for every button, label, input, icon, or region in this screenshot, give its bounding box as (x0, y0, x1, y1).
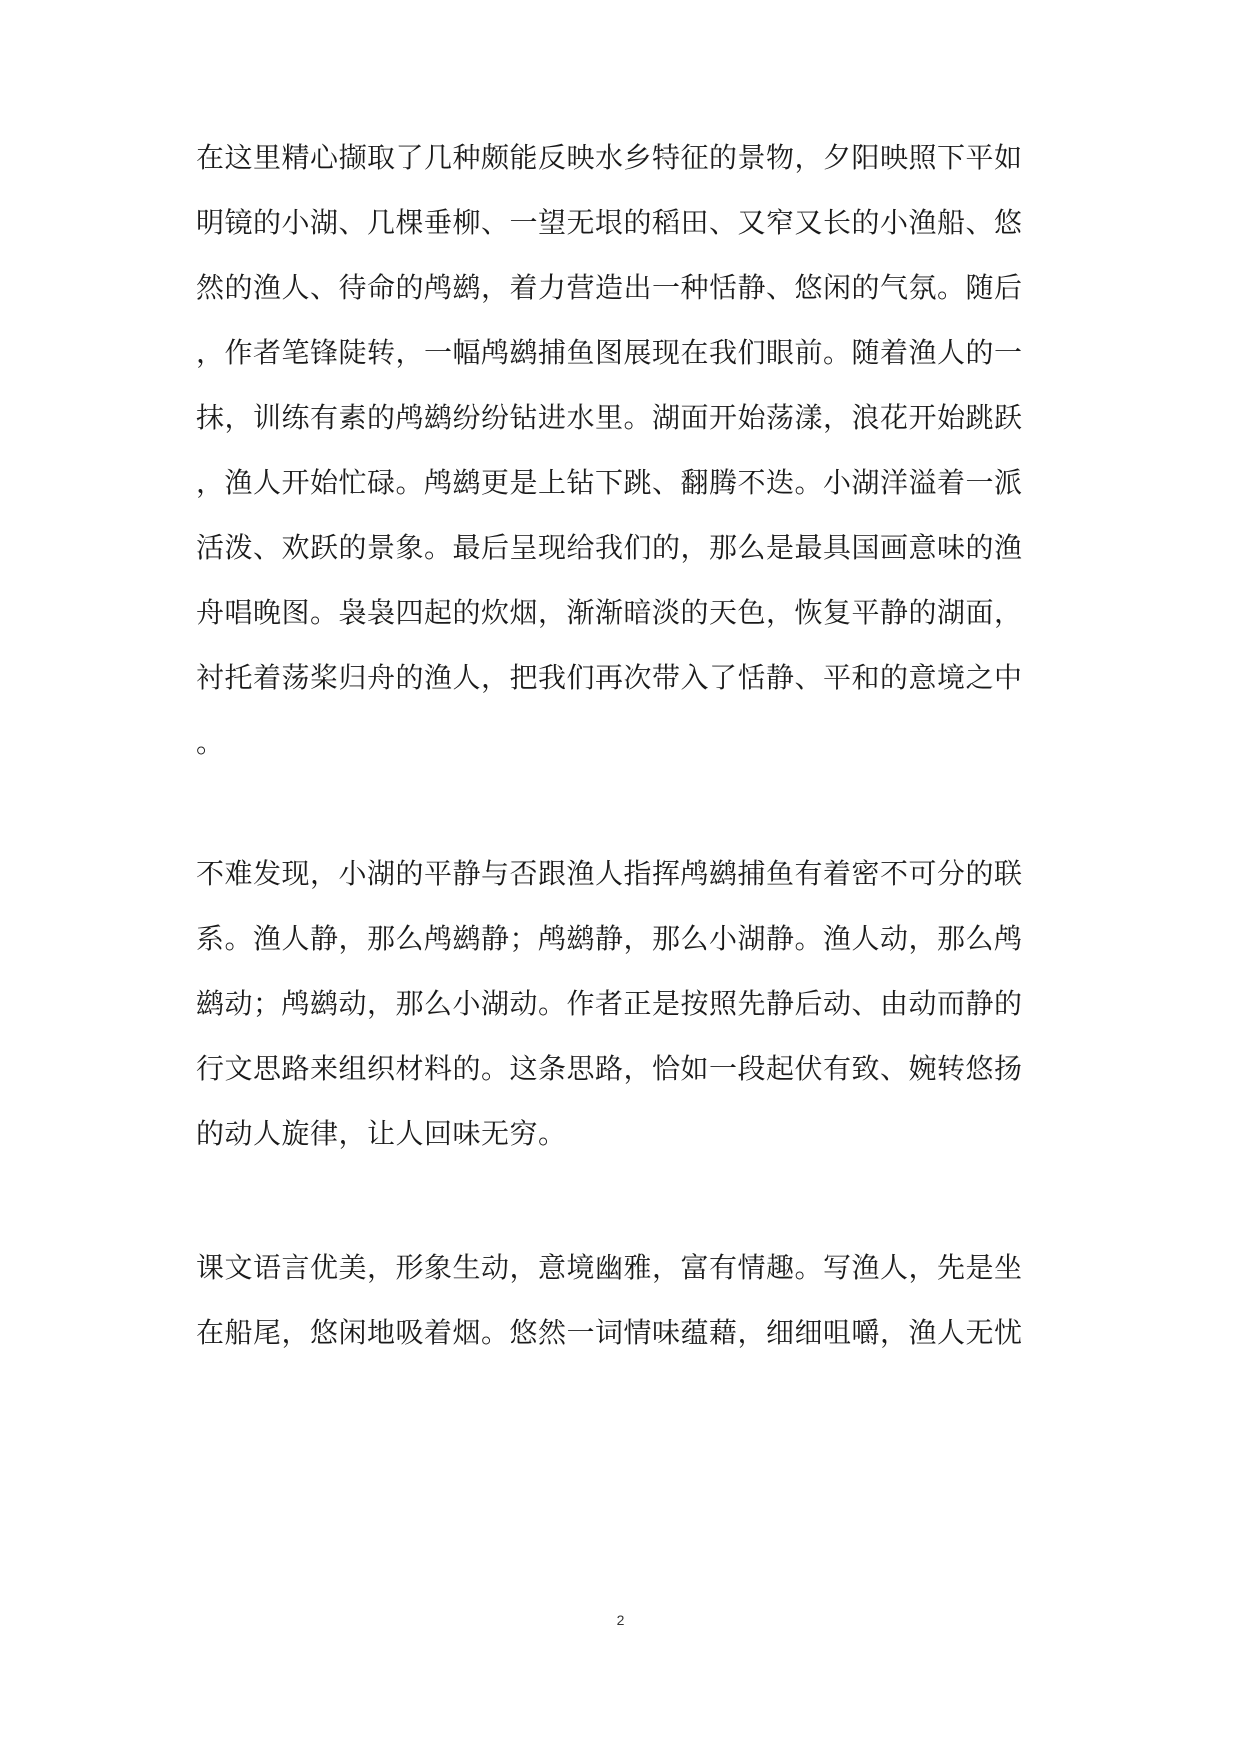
paragraph-1-line-4: ，作者笔锋陡转，一幅鸬鹚捕鱼图展现在我们眼前。随着渔人的一 (196, 336, 1023, 369)
paragraph-1-line-8: 舟唱晚图。袅袅四起的炊烟，渐渐暗淡的天色，恢复平静的湖面， (196, 596, 1023, 629)
paragraph-1-line-3: 然的渔人、待命的鸬鹚，着力营造出一种恬静、悠闲的气氛。随后 (196, 271, 1023, 304)
paragraph-1-line-5: 抹，训练有素的鸬鹚纷纷钻进水里。湖面开始荡漾，浪花开始跳跃 (196, 401, 1023, 434)
paragraph-2-line-4: 行文思路来组织材料的。这条思路，恰如一段起伏有致、婉转悠扬 (196, 1052, 1023, 1085)
paragraph-1-line-10: 。 (196, 726, 225, 759)
paragraph-1-line-2: 明镜的小湖、几棵垂柳、一望无垠的稻田、又窄又长的小渔船、悠 (196, 206, 1023, 239)
page-number: 2 (616, 1612, 625, 1628)
paragraph-1-line-9: 衬托着荡桨归舟的渔人，把我们再次带入了恬静、平和的意境之中 (196, 661, 1023, 694)
paragraph-1-line-7: 活泼、欢跃的景象。最后呈现给我们的，那么是最具国画意味的渔 (196, 531, 1023, 564)
paragraph-3-line-1: 课文语言优美，形象生动，意境幽雅，富有情趣。写渔人，先是坐 (196, 1251, 1023, 1284)
paragraph-2-line-1: 不难发现，小湖的平静与否跟渔人指挥鸬鹚捕鱼有着密不可分的联 (196, 857, 1023, 890)
paragraph-2-line-5: 的动人旋律，让人回味无穷。 (196, 1117, 567, 1150)
paragraph-1-line-1: 在这里精心撷取了几种颇能反映水乡特征的景物，夕阳映照下平如 (196, 141, 1023, 174)
paragraph-3-line-2: 在船尾，悠闲地吸着烟。悠然一词情味蕴藉，细细咀嚼，渔人无忧 (196, 1316, 1023, 1349)
paragraph-2-line-3: 鹚动；鸬鹚动，那么小湖动。作者正是按照先静后动、由动而静的 (196, 987, 1023, 1020)
paragraph-1-line-6: ，渔人开始忙碌。鸬鹚更是上钻下跳、翻腾不迭。小湖洋溢着一派 (196, 466, 1023, 499)
paragraph-2-line-2: 系。渔人静，那么鸬鹚静；鸬鹚静，那么小湖静。渔人动，那么鸬 (196, 922, 1023, 955)
